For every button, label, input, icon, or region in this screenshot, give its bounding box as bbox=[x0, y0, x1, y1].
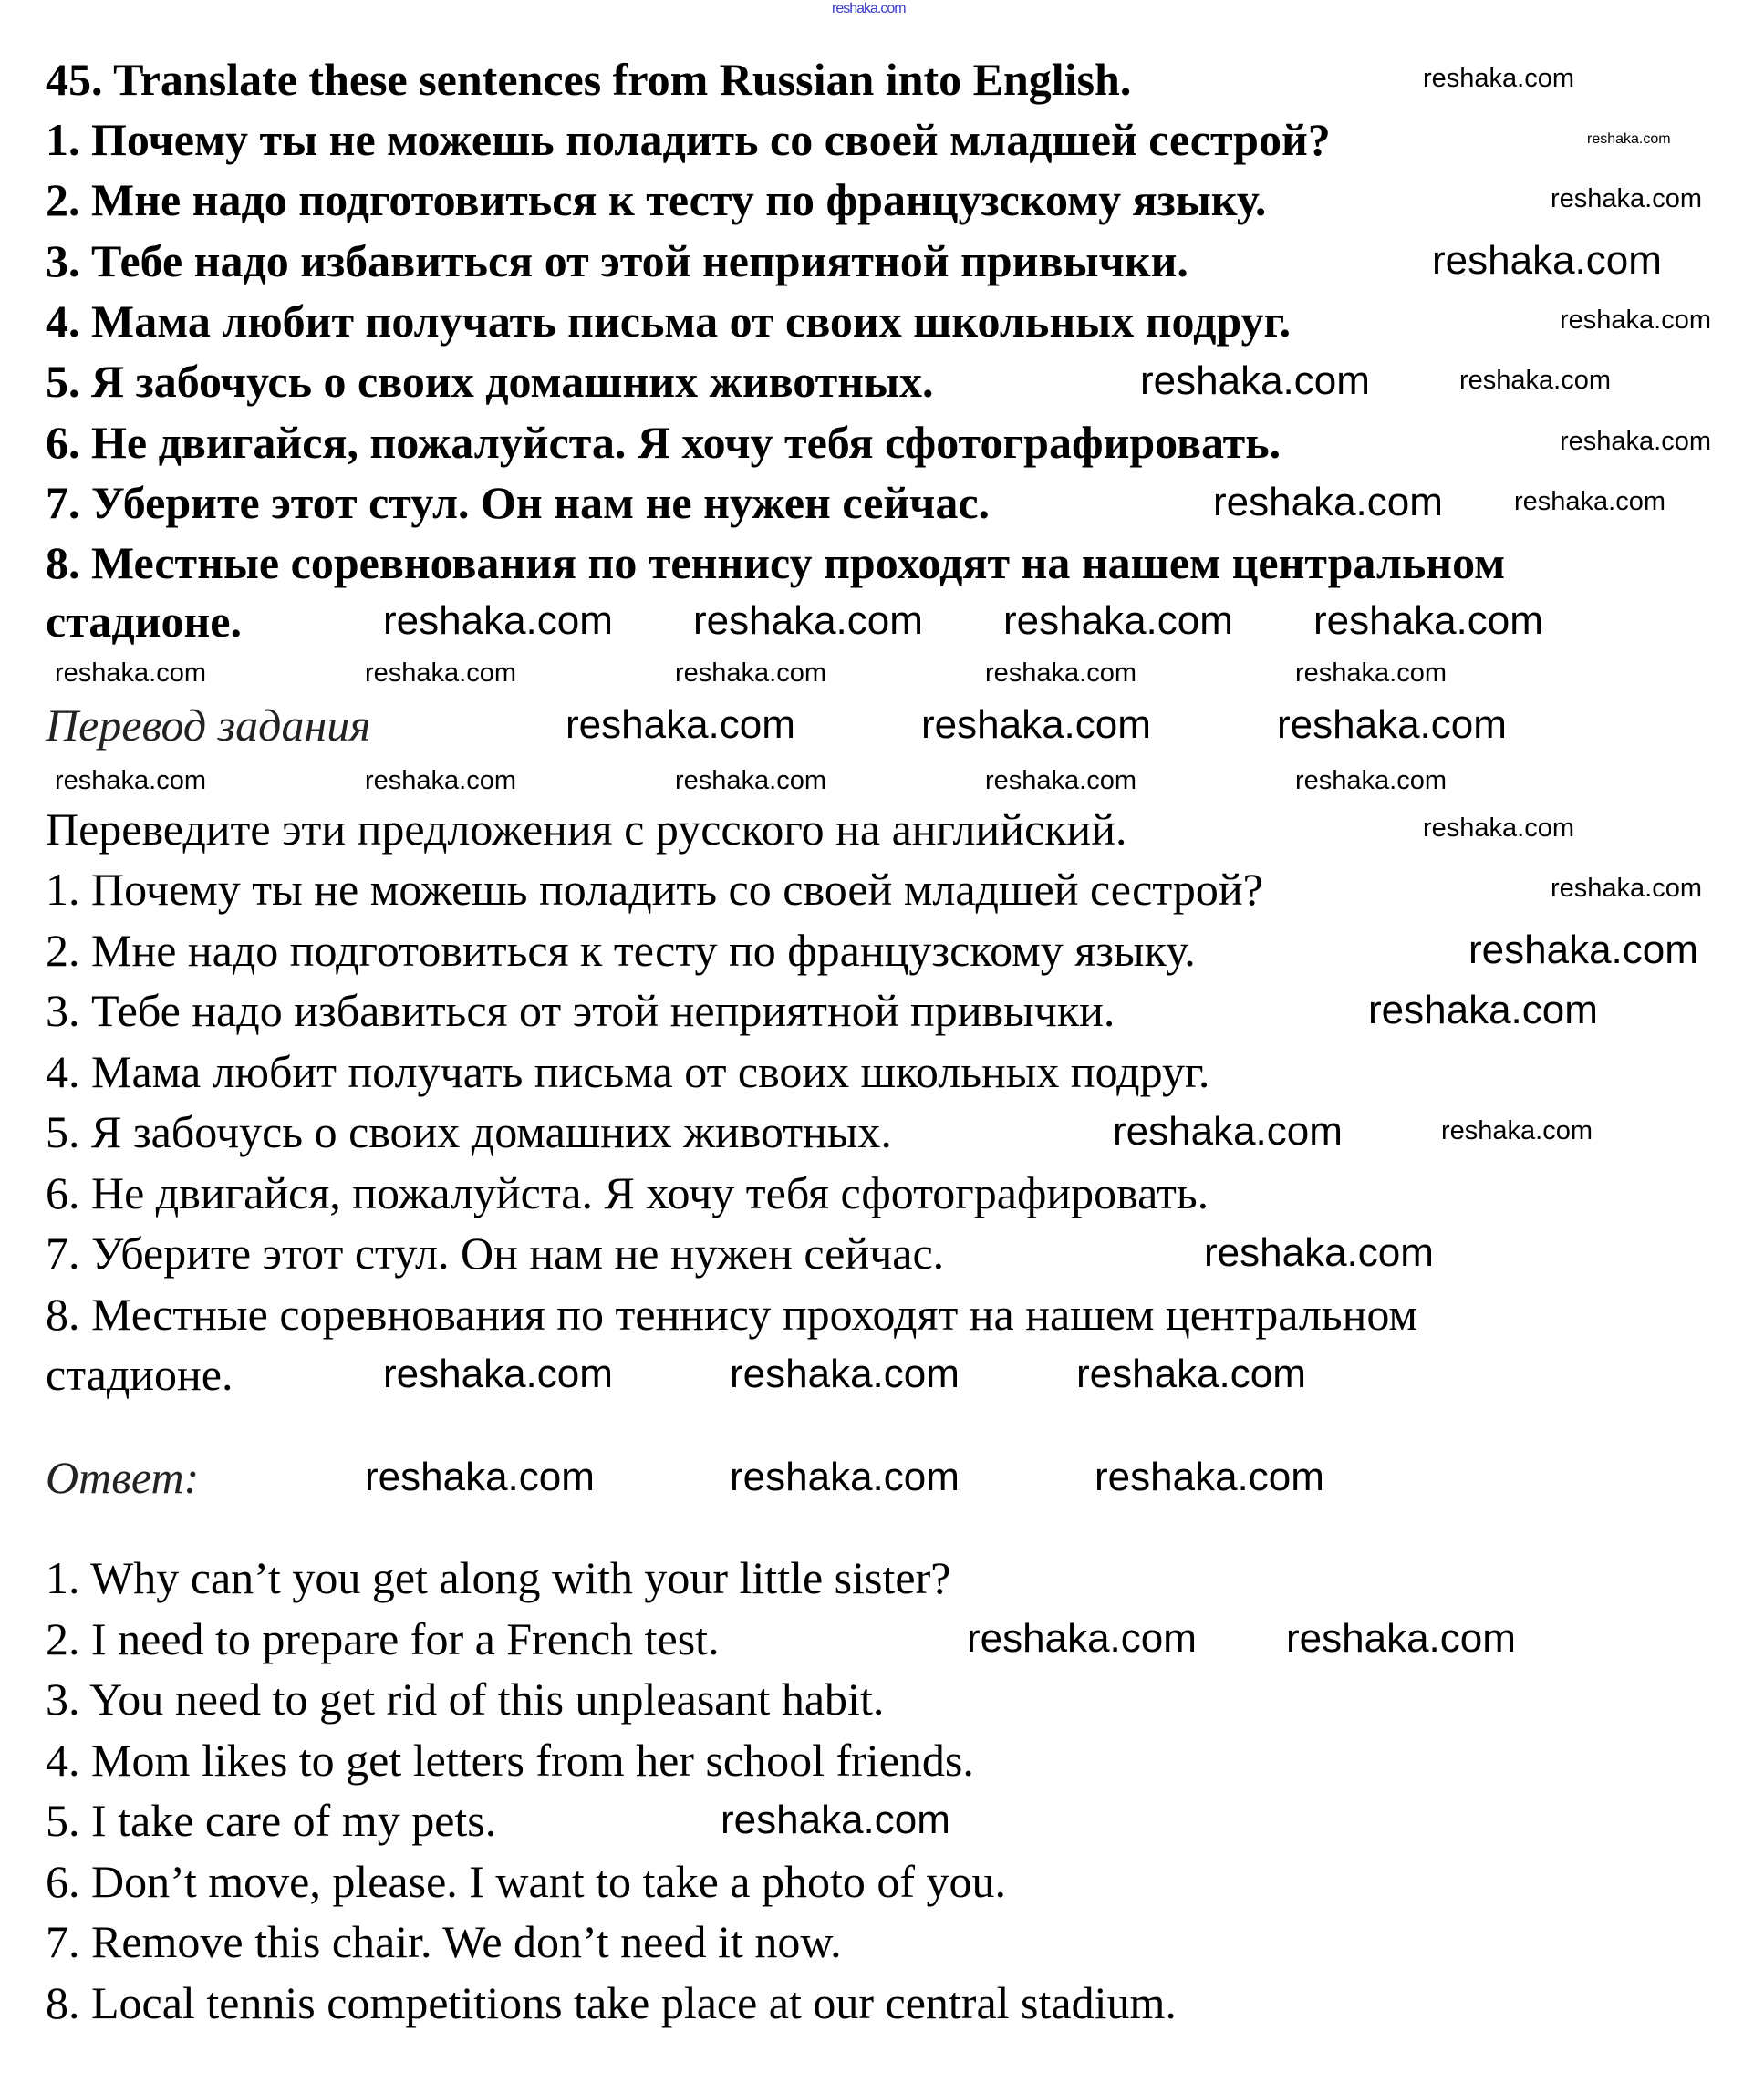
watermark: reshaka.com bbox=[1514, 487, 1666, 516]
watermark: reshaka.com bbox=[1423, 814, 1575, 843]
task-sentence: 8. Местные соревнования по теннису проходят на нашем центральном bbox=[46, 537, 1506, 588]
watermark: reshaka.com bbox=[1076, 1352, 1306, 1396]
task-sentence: 5. Я забочусь о своих домашних животных. bbox=[46, 356, 934, 407]
watermark: reshaka.com bbox=[365, 766, 517, 795]
translation-sentence: стадионе. bbox=[46, 1349, 233, 1400]
translation-sentence: 1. Почему ты не можешь поладить со своей младшей сестрой? bbox=[46, 864, 1263, 915]
watermark: reshaka.com bbox=[1213, 480, 1443, 524]
answer-sentence: 6. Don’t move, please. I want to take a photo of you. bbox=[46, 1856, 1007, 1907]
task-sentence: 3. Тебе надо избавиться от этой неприятной привычки. bbox=[46, 235, 1188, 286]
watermark: reshaka.com bbox=[383, 598, 613, 643]
translation-sentence: 5. Я забочусь о своих домашних животных. bbox=[46, 1106, 892, 1157]
translation-sentence: 8. Местные соревнования по теннису проходят на нашем центральном bbox=[46, 1289, 1418, 1340]
watermark: reshaka.com bbox=[1560, 306, 1712, 335]
watermark: reshaka.com bbox=[1432, 238, 1662, 283]
answer-heading: Ответ: bbox=[46, 1452, 200, 1503]
watermark: reshaka.com bbox=[1551, 184, 1703, 213]
answer-sentence: 4. Mom likes to get letters from her school friends. bbox=[46, 1735, 974, 1786]
watermark: reshaka.com bbox=[1113, 1109, 1343, 1154]
watermark: reshaka.com bbox=[365, 1455, 595, 1499]
watermark: reshaka.com bbox=[55, 766, 207, 795]
watermark: reshaka.com bbox=[383, 1352, 613, 1396]
watermark: reshaka.com bbox=[730, 1352, 960, 1396]
watermark: reshaka.com bbox=[985, 658, 1137, 688]
watermark: reshaka.com bbox=[1560, 427, 1712, 456]
answer-sentence: 2. I need to prepare for a French test. bbox=[46, 1613, 720, 1664]
watermark: reshaka.com bbox=[1295, 658, 1448, 688]
watermark: reshaka.com bbox=[1587, 131, 1671, 147]
watermark: reshaka.com bbox=[566, 702, 795, 747]
task-title: 45. Translate these sentences from Russian into English. bbox=[46, 54, 1132, 105]
answer-sentence: 5. I take care of my pets. bbox=[46, 1795, 497, 1846]
watermark: reshaka.com bbox=[1459, 366, 1612, 395]
watermark: reshaka.com bbox=[55, 658, 207, 688]
watermark: reshaka.com bbox=[967, 1616, 1197, 1661]
task-sentence: 2. Мне надо подготовиться к тесту по французскому языку. bbox=[46, 174, 1267, 225]
watermark: reshaka.com bbox=[1313, 598, 1543, 643]
watermark: reshaka.com bbox=[1468, 928, 1698, 972]
watermark: reshaka.com bbox=[1204, 1230, 1434, 1275]
watermark: reshaka.com bbox=[1003, 598, 1233, 643]
task-sentence: 1. Почему ты не можешь поладить со своей младшей сестрой? bbox=[46, 114, 1331, 165]
watermark: reshaka.com bbox=[675, 658, 827, 688]
translation-title: Переведите эти предложения с русского на английский. bbox=[46, 803, 1127, 855]
watermark: reshaka.com bbox=[1295, 766, 1448, 795]
answer-sentence: 8. Local tennis competitions take place at our central stadium. bbox=[46, 1977, 1177, 2028]
task-sentence: 6. Не двигайся, пожалуйста. Я хочу тебя сфотографировать. bbox=[46, 417, 1281, 468]
watermark: reshaka.com bbox=[1551, 874, 1703, 903]
translation-sentence: 6. Не двигайся, пожалуйста. Я хочу тебя сфотографировать. bbox=[46, 1167, 1209, 1218]
watermark: reshaka.com bbox=[693, 598, 923, 643]
translation-sentence: 4. Мама любит получать письма от своих школьных подруг. bbox=[46, 1046, 1210, 1097]
watermark: reshaka.com bbox=[1140, 358, 1370, 403]
header-watermark: reshaka.com bbox=[832, 1, 906, 16]
answer-sentence: 1. Why can’t you get along with your little sister? bbox=[46, 1552, 951, 1603]
watermark: reshaka.com bbox=[1095, 1455, 1324, 1499]
watermark: reshaka.com bbox=[721, 1798, 950, 1842]
watermark: reshaka.com bbox=[1286, 1616, 1516, 1661]
watermark: reshaka.com bbox=[365, 658, 517, 688]
watermark: reshaka.com bbox=[730, 1455, 960, 1499]
translation-sentence: 2. Мне надо подготовиться к тесту по французскому языку. bbox=[46, 925, 1196, 976]
translation-sentence: 7. Уберите этот стул. Он нам не нужен сейчас. bbox=[46, 1228, 945, 1279]
translation-sentence: 3. Тебе надо избавиться от этой неприятной привычки. bbox=[46, 985, 1115, 1036]
task-sentence: 7. Уберите этот стул. Он нам не нужен сейчас. bbox=[46, 477, 991, 528]
watermark: reshaka.com bbox=[921, 702, 1151, 747]
task-sentence: 4. Мама любит получать письма от своих школьных подруг. bbox=[46, 295, 1292, 347]
watermark: reshaka.com bbox=[985, 766, 1137, 795]
watermark: reshaka.com bbox=[1277, 702, 1507, 747]
watermark: reshaka.com bbox=[1368, 988, 1598, 1032]
translation-heading: Перевод задания bbox=[46, 700, 371, 751]
watermark: reshaka.com bbox=[1423, 64, 1575, 93]
watermark: reshaka.com bbox=[675, 766, 827, 795]
watermark: reshaka.com bbox=[1441, 1116, 1593, 1145]
task-sentence: стадионе. bbox=[46, 596, 242, 647]
answer-sentence: 3. You need to get rid of this unpleasant habit. bbox=[46, 1674, 885, 1725]
answer-sentence: 7. Remove this chair. We don’t need it now. bbox=[46, 1916, 842, 1967]
